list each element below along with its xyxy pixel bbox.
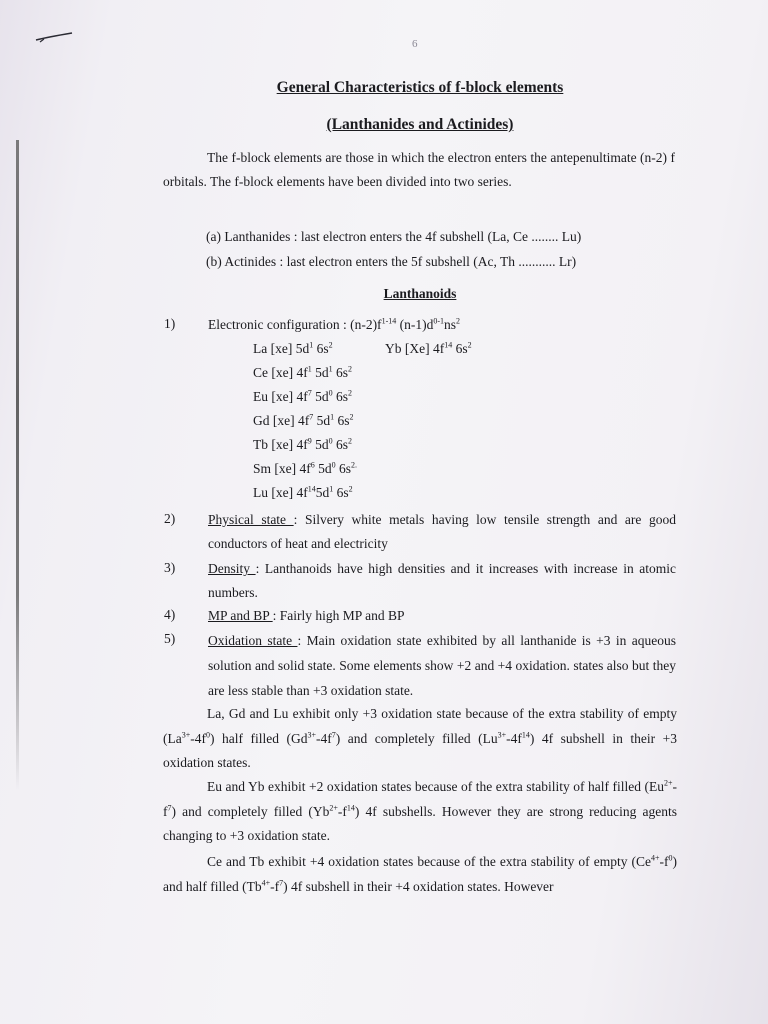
item-number: 5)	[164, 631, 176, 646]
item-number: 1)	[164, 316, 176, 331]
config-ce: Ce [xe] $4f^1$ $5d^1$ $6s^2$	[253, 364, 352, 380]
series-lanthanides: (a) Lanthanides : last electron enters the 4f subshell (La, Ce ........ Lu)	[206, 229, 582, 244]
page-number: 6	[412, 38, 418, 50]
page-title: General Characteristics of f-block elements	[276, 79, 564, 96]
binding-edge	[16, 140, 19, 790]
config-yb: Yb [Xe] $4f^{14}$ $6s^2$	[385, 340, 472, 356]
intro-paragraph: The f-block elements are those in which the electron enters the antepenultimate (n-2) f orbitals. The f-block elements have been divided into two series.	[163, 150, 675, 189]
item-number: 4)	[164, 607, 176, 622]
paragraph-ce-tb: Ce and Tb exhibit +4 oxidation states because of the extra stability of empty $(Ce^{4+}-f^0)$ and half filled $(Tb^{4+}-f^7)$ 4f subshell in their +4 oxidation states. However	[163, 853, 677, 894]
config-gd: Gd [xe] $4f^7$ $5d^1$ $6s^2$	[253, 412, 354, 428]
oxidation-state: Oxidation state : Main oxidation state exhibited by all lanthanide is +3 in aqueous solution and solid state. Some elements show +2 and +4 oxidation. states also but they are less stable than +3 oxidation state.	[208, 633, 677, 698]
paragraph-la-gd-lu: La, Gd and Lu exhibit only +3 oxidation state because of the extra stability of empty $(La^{3+}-4f^0)$ half filled $(Gd^{3+}-4f^7)$ and completely filled $(Lu^{3+}-4f^{14})$ 4f subshell in their +3 oxidation states.	[163, 706, 677, 770]
config-lu: Lu [xe] $4f^{14}5d^1$ $6s^2$	[253, 484, 353, 500]
config-eu: Eu [xe] $4f^7$ $5d^0$ $6s^2$	[253, 388, 352, 404]
item-number: 2)	[164, 511, 176, 526]
config-la: La [xe] $5d^1$ $6s^2$	[253, 340, 333, 356]
config-sm: Sm [xe] $4f^6$ $5d^0$ $6s^{2.}$	[253, 460, 358, 476]
pen-mark-icon	[34, 30, 74, 44]
item-number: 3)	[164, 560, 176, 575]
paragraph-eu-yb: Eu and Yb exhibit +2 oxidation states because of the extra stability of half filled $(Eu^{2+}-f^7)$ and completely filled $(Yb^{2+}-f^{14})$ 4f subshells. However they are strong reducing agents changing to +3 oxidation state.	[163, 778, 678, 843]
physical-state: Physical state : Silvery white metals having low tensile strength and are good conductors of heat and electricity	[208, 512, 676, 551]
mp-and-bp: MP and BP : Fairly high MP and BP	[208, 608, 405, 623]
electronic-configuration: Electronic configuration : $(n-2)f^{1-14}$ $(n-1)d^{0-1}ns^2$	[208, 316, 461, 332]
section-heading: Lanthanoids	[383, 286, 457, 301]
config-tb: Tb [xe] $4f^9$ $5d^0$ $6s^2$	[253, 436, 352, 452]
page-subtitle: (Lanthanides and Actinides)	[326, 116, 514, 133]
density: Density : Lanthanoids have high densities and it increases with increase in atomic numbers.	[208, 561, 677, 600]
series-actinides: (b) Actinides : last electron enters the 5f subshell (Ac, Th ........... Lr)	[206, 254, 577, 269]
